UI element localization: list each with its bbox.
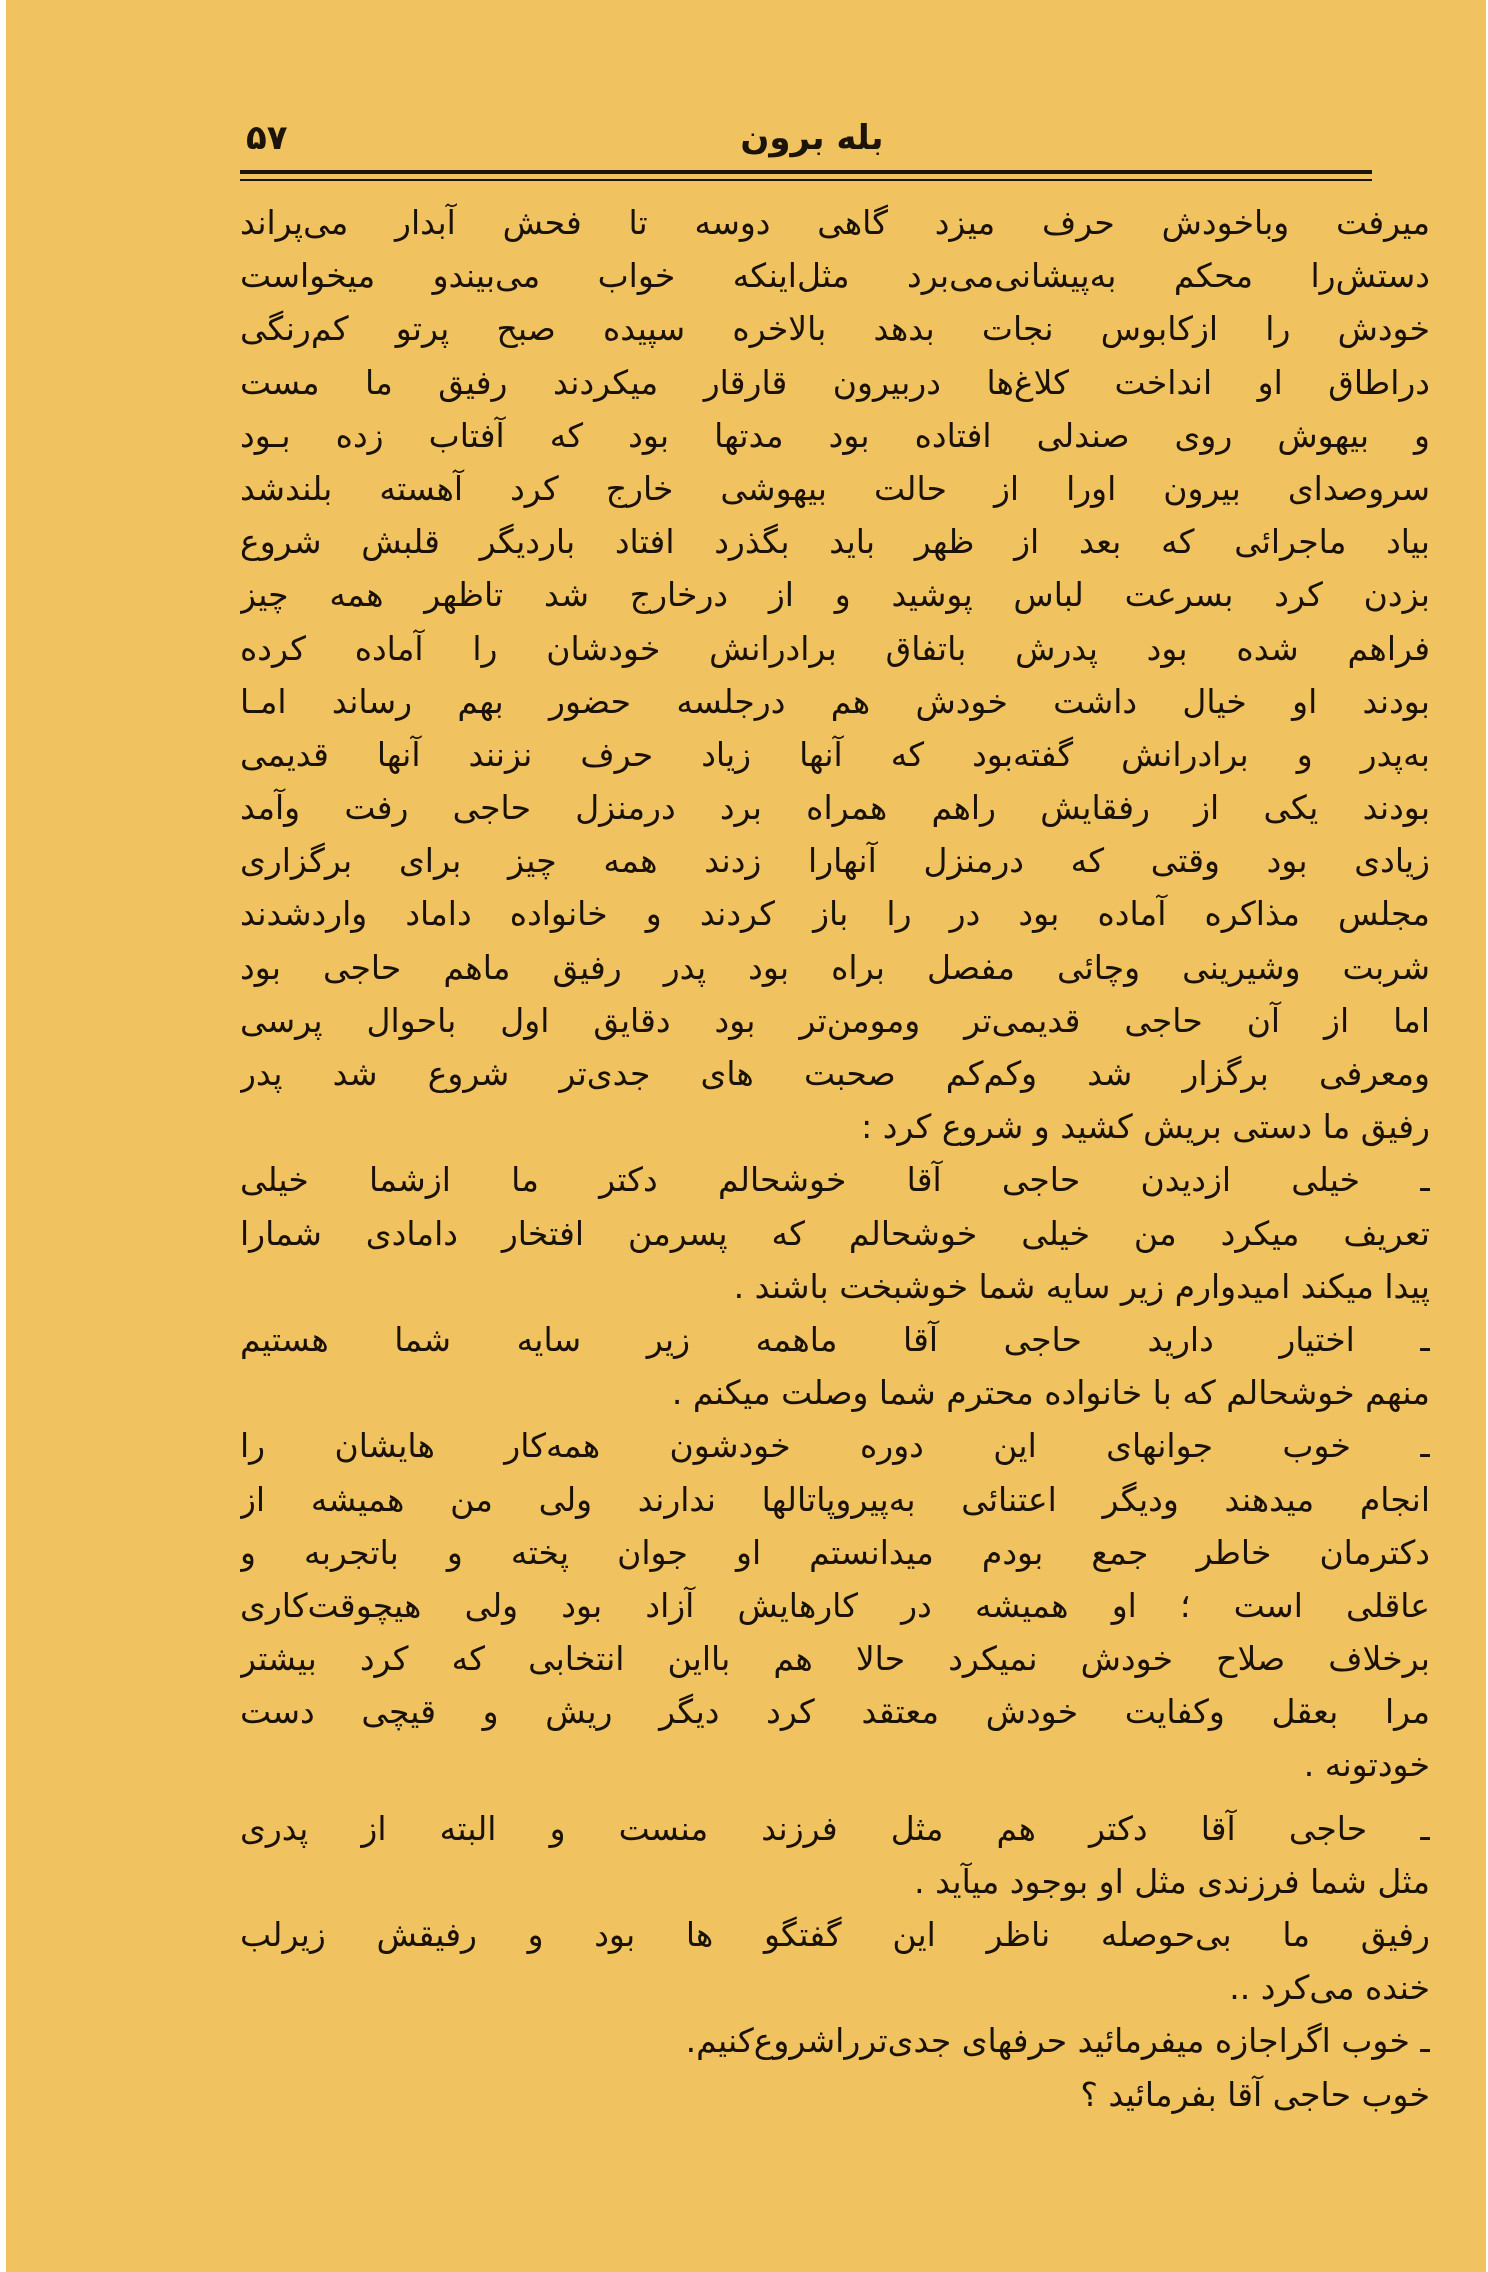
text-line: به‌پدر و برادرانش گفته‌بود که آنها زیاد حرف نزنند آنها قدیمی — [240, 734, 1430, 774]
text-line: خنده می‌کرد .. — [1229, 1968, 1430, 2008]
text-line: ـ خیلی ازدیدن حاجی آقا خوشحالم دکتر ما ازشما خیلی — [240, 1160, 1430, 1200]
text-line: دستش‌را محکم به‌پیشانی‌می‌برد مثل‌اینکه خواب می‌بیندو میخواست — [240, 256, 1430, 296]
text-line: شربت وشیرینی وچائی مفصل براه بود پدر رفیق ماهم حاجی بود — [240, 947, 1430, 987]
text-line: و بیهوش روی صندلی افتاده بود مدتها بود که آفتاب زده بـود — [240, 415, 1430, 455]
text-line: بودند او خیال داشت خودش هم درجلسه حضور بهم رساند امـا — [240, 681, 1430, 721]
text-line: زیادی بود وقتی که درمنزل آنهارا زدند همه چیز برای برگزاری — [240, 841, 1430, 881]
text-line: انجام میدهند ودیگر اعتنائی به‌پیروپاتالها ندارند ولی من همیشه از — [240, 1479, 1430, 1519]
body-text — [240, 196, 1430, 2121]
text-line: مثل شما فرزندی مثل او بوجود میآید . — [914, 1861, 1430, 1901]
text-line: خودش را ازکابوس نجات بدهد بالاخره سپیده صبح پرتو کم‌رنگی — [240, 309, 1430, 349]
text-line: بزدن کرد بسرعت لباس پوشید و از درخارج شد تاظهر همه چیز — [240, 575, 1430, 615]
text-line: بودند یکی از رفقایش راهم همراه برد درمنزل حاجی رفت وآمد — [240, 788, 1430, 828]
text-line: ومعرفی برگزار شد وکم‌کم صحبت های جدی‌تر شروع شد پدر — [240, 1054, 1430, 1093]
text-line: مرا بعقل وکفایت خودش معتقد کرد دیگر ریش و قیچی دست — [240, 1692, 1430, 1732]
text-line: تعریف میکرد من خیلی خوشحالم که پسرمن افتخار دامادی شمارا — [240, 1213, 1430, 1253]
text-line: خودتونه . — [1303, 1745, 1430, 1785]
text-line: رفیق ما دستی بریش کشید و شروع کرد : — [861, 1107, 1430, 1147]
text-line: ـ خوب اگراجازه میفرمائید حرفهای جدی‌ترراشروع‌کنیم. — [685, 2021, 1430, 2061]
text-line: فراهم شده بود پدرش باتفاق برادرانش خودشان را آماده کرده — [240, 628, 1430, 668]
header-rule-thick — [240, 170, 1372, 174]
running-header — [246, 118, 1378, 166]
text-line: مجلس مذاکره آماده بود در را باز کردند و خانواده داماد واردشدند — [240, 894, 1430, 934]
text-line: سروصدای بیرون اورا از حالت بیهوشی خارج کرد آهسته بلندشد — [240, 468, 1430, 508]
text-line: پیدا میکند امیدوارم زیر سایه شما خوشبخت باشند . — [733, 1266, 1430, 1306]
text-line: برخلاف صلاح خودش نمیکرد حالا هم بااین انتخابی که کرد بیشتر — [240, 1639, 1430, 1679]
text-line: ـ خوب جوانهای این دوره خودشون همه‌کار هایشان را — [240, 1426, 1430, 1466]
text-line: دکترمان خاطر جمع بودم میدانستم او جوان پخته و باتجربه و — [240, 1532, 1430, 1572]
chapter-title: بله برون — [740, 118, 884, 158]
text-line: میرفت وباخودش حرف میزد گاهی دوسه تا فحش آبدار می‌پراند — [240, 203, 1430, 242]
text-line: رفیق ما بی‌حوصله ناظر این گفتگو ها بود و رفیقش زیرلب — [240, 1915, 1430, 1954]
text-line: دراطاق او انداخت کلاغ‌ها دربیرون قارقار میکردند رفیق ما مست — [240, 362, 1430, 402]
text-line: خوب حاجی آقا بفرمائید ؟ — [1080, 2074, 1430, 2114]
text-line: ـ حاجی آقا دکتر هم مثل فرزند منست و البته از پدری — [240, 1808, 1430, 1848]
text-line: ـ اختیار دارید حاجی آقا ماهمه زیر سایه شما هستیم — [240, 1319, 1430, 1359]
header-rule-thin — [240, 179, 1372, 181]
text-line: بیاد ماجرائی که بعد از ظهر باید بگذرد افتاد باردیگر قلبش شروع — [240, 522, 1430, 562]
text-line: اما از آن حاجی قدیمی‌تر ومومن‌تر بود دقایق اول باحوال پرسی — [240, 1000, 1430, 1040]
page-number: ۵۷ — [246, 118, 288, 158]
text-line: عاقلی است ؛ او همیشه در کارهایش آزاد بود ولی هیچوقت‌کاری — [240, 1585, 1430, 1625]
text-line: منهم خوشحالم که با خانواده محترم شما وصلت میکنم . — [671, 1373, 1430, 1413]
